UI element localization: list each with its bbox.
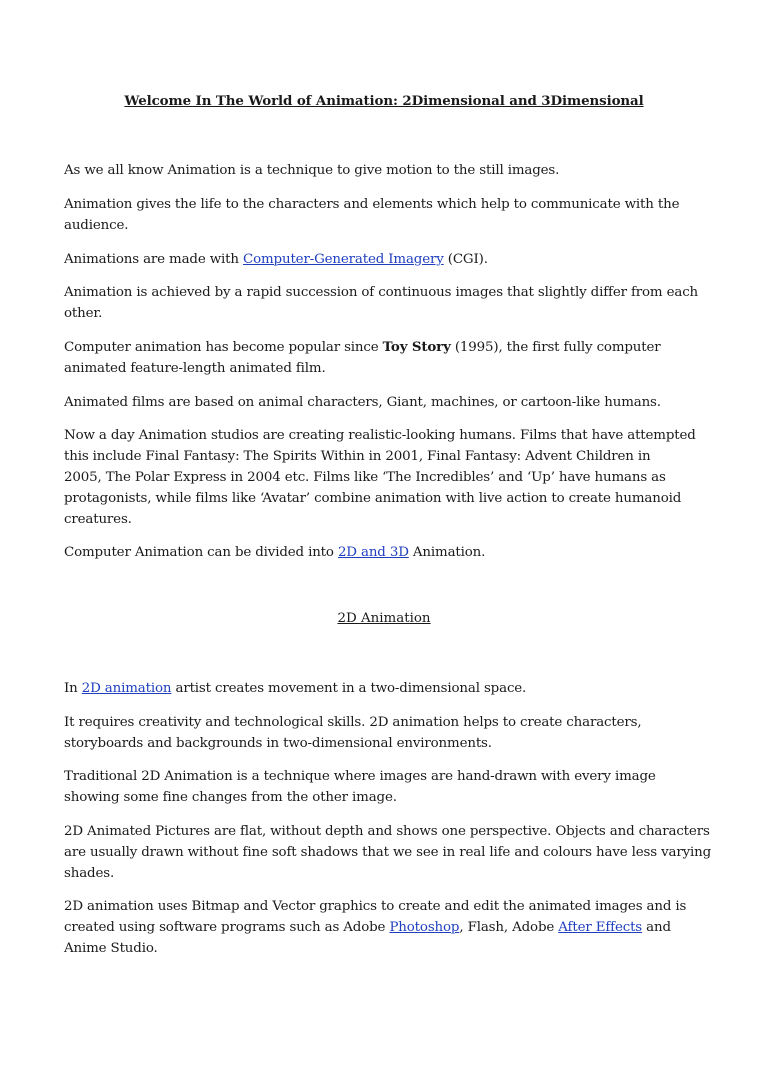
paragraph-2d-intro-text-after: artist creates movement in a two-dimensional space. [171, 681, 527, 696]
paragraph-creativity: It requires creativity and technological skills. 2D animation helps to create characters, storyboards and backgrounds in two-dimensional environments. [64, 715, 642, 751]
paragraph-cgi-text-before: Animations are made with [64, 252, 243, 267]
paragraph-life: Animation gives the life to the characters and elements which help to communicate with the audience. [64, 197, 680, 233]
paragraph-2d-intro [64, 678, 714, 699]
page-title: Welcome In The World of Animation: 2Dimensional and 3Dimensional [124, 93, 644, 109]
2d-animation-link[interactable]: 2D animation [81, 681, 172, 696]
paragraph-software [64, 896, 714, 959]
paragraph-divided-text-after: Animation. [408, 545, 486, 560]
paragraph-succession: Animation is achieved by a rapid succession of continuous images that slightly differ from each other. [64, 285, 699, 321]
paragraph-flat: 2D Animated Pictures are flat, without depth and shows one perspective. Objects and characters are usually drawn without fine soft shadows that we see in real life and colours have less varying shades. [64, 824, 712, 881]
paragraph-animated-films: Animated films are based on animal characters, Giant, machines, or cartoon-like humans. [64, 395, 661, 410]
paragraph-intro: As we all know Animation is a technique to give motion to the still images. [64, 163, 560, 178]
paragraph-2d-intro-text-before: In [64, 681, 82, 696]
paragraph-realistic-line-1: Now a day Animation studios are creating realistic-looking humans. Films that have attempted [64, 428, 696, 443]
after-effects-link[interactable]: After Effects [558, 920, 643, 935]
paragraph-software-text-after: and Anime Studio. [64, 920, 671, 956]
paragraph-cgi-text-after: (CGI). [443, 252, 488, 267]
paragraph-software-text-before: 2D animation uses Bitmap and Vector graphics to create and edit the animated images and is created using software programs such as Adobe [64, 899, 687, 935]
2d-and-3d-link[interactable]: 2D and 3D [337, 545, 409, 560]
paragraph-traditional: Traditional 2D Animation is a technique where images are hand-drawn with every image showing some fine changes from the other image. [64, 769, 656, 805]
paragraph-realistic-line-5: creatures. [64, 512, 132, 527]
paragraph-toy-story [64, 337, 714, 379]
paragraph-realistic-humans [64, 425, 744, 530]
paragraph-cgi [64, 249, 714, 270]
paragraph-divided [64, 542, 714, 563]
paragraph-toy-story-text-before: Computer animation has become popular since [64, 340, 383, 355]
paragraph-realistic-line-4: protagonists, while films like ‘Avatar’ combine animation with live action to create humanoid [64, 491, 682, 506]
paragraph-software-text-mid: , Flash, Adobe [459, 920, 559, 935]
paragraph-divided-text-before: Computer Animation can be divided into [64, 545, 338, 560]
paragraph-realistic-line-2: this include Final Fantasy: The Spirits Within in 2001, Final Fantasy: Advent Children in [64, 449, 651, 464]
toy-story-bold: Toy Story [382, 339, 451, 355]
paragraph-realistic-line-3: 2005, The Polar Express in 2004 etc. Films like ‘The Incredibles’ and ‘Up’ have humans as [64, 470, 666, 485]
section-title-2d-animation: 2D Animation [337, 611, 431, 626]
cgi-link[interactable]: Computer-Generated Imagery [243, 252, 444, 267]
photoshop-link[interactable]: Photoshop [389, 920, 460, 935]
paragraph-toy-story-text-after: (1995), the first fully computer animated feature-length animated film. [64, 340, 661, 376]
